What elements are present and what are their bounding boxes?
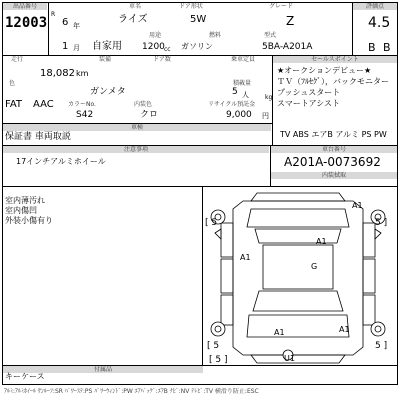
mark-a1-bottom-right: A1	[339, 325, 350, 334]
mark-a1-top: A1	[352, 201, 363, 210]
model-name: ライズ	[118, 14, 148, 25]
tire-tread-spare: [ 5 ]	[209, 355, 228, 365]
label-score: 評価点	[353, 3, 397, 10]
left-front-door	[221, 223, 233, 257]
label-inner-wipe: 内装拭取	[271, 172, 397, 179]
seats: 5	[232, 87, 238, 97]
recycle-unit: 円	[262, 112, 269, 120]
mark-a1-mid: A1	[316, 237, 327, 246]
report-line-1: 室内薄汚れ	[5, 196, 45, 205]
inner-color: クロ	[140, 110, 159, 120]
sales-point-3: プッシュスタート	[277, 88, 341, 97]
r-mark: R	[51, 11, 56, 18]
car-diagram	[203, 187, 397, 365]
right-rear-door	[363, 259, 375, 293]
score-value: 4.5	[368, 15, 391, 31]
col-divider-lot	[48, 2, 49, 55]
border-right	[397, 2, 398, 384]
month-label: 月	[73, 44, 80, 52]
windshield	[255, 229, 341, 243]
footer-legend: ｱﾙﾐ:ｱﾙﾐﾎｲｰﾙ ｻﾝﾙｰﾌ:SR ﾊﾟﾜｰｽﾃ:PS ﾊﾟﾜｰｳｨﾝﾄﾞ:PW ｴｱﾊﾞｯｸﾞ:ｴｱB ﾅﾋﾞ:NV ﾃﾚﾋﾞ:TV 横滑り防止:ESC	[4, 388, 259, 395]
rear-bumper	[251, 355, 345, 363]
hub-rear-left	[215, 326, 221, 332]
recycle-fee: 9,000	[226, 110, 252, 120]
accessories: キーケース	[5, 372, 45, 381]
year-era: 6	[62, 17, 69, 28]
chassis-number: A201A-0073692	[284, 155, 381, 169]
label-notes: 注意事項	[3, 146, 269, 153]
hood	[247, 209, 349, 227]
chassis-model: 5BA-A201A	[262, 42, 313, 52]
color-number: S42	[76, 110, 94, 120]
lot-number: 12003	[5, 15, 48, 31]
right-front-door	[363, 223, 375, 257]
sales-point-4: スマートアシスト	[277, 99, 341, 108]
loading-unit: kg	[265, 94, 273, 101]
exterior-score: B	[383, 41, 391, 54]
rear-hatch	[247, 315, 349, 337]
seats-unit: 人	[242, 91, 249, 99]
rear-glass	[253, 291, 343, 311]
border-left	[2, 2, 3, 384]
report-line-2: 室内傷凹	[5, 206, 37, 215]
equipment-line: TV ABS エアB アルミ PS PW	[280, 130, 387, 139]
displacement: 1200	[142, 42, 165, 52]
color: ガンメタ	[90, 87, 126, 97]
roof	[263, 245, 333, 289]
tire-tread-fl: [ 5	[205, 218, 218, 228]
grade: Z	[286, 14, 295, 28]
hub-rear-right	[375, 326, 381, 332]
sales-point-2: ＴＶ（ﾌﾙｾｸﾞ），バックモニター	[277, 77, 389, 86]
fuel: ガソリン	[181, 42, 213, 51]
label-lot-no: 出品番号	[3, 3, 47, 10]
mileage-unit: km	[76, 69, 89, 78]
aircon: AAC	[33, 99, 54, 110]
label-sales-point: セールスポイント	[273, 56, 397, 63]
usage: 自家用	[92, 41, 122, 52]
left-mirror	[215, 229, 221, 239]
front-bumper	[251, 193, 345, 201]
year-unit: 1	[62, 41, 69, 52]
right-quarter	[363, 295, 375, 325]
shift: FAT	[5, 99, 23, 110]
cc-unit: cc	[164, 46, 171, 53]
interior-score: B	[368, 41, 376, 54]
mileage: 18,082	[40, 68, 75, 79]
mark-a1-bottom-left: A1	[274, 328, 285, 337]
tire-tread-rr: 5 ]	[375, 341, 388, 351]
tire-tread-rl: [ 5	[207, 341, 220, 351]
notes-text: 17インチアルミホイール	[16, 157, 106, 166]
label-accessories: 付属品	[3, 366, 203, 373]
left-rear-door	[221, 259, 233, 293]
year-suffix: 年	[73, 22, 80, 30]
mark-u1: U1	[284, 354, 295, 363]
report-line-3: 外装小傷有り	[5, 216, 53, 225]
left-quarter	[221, 295, 233, 325]
mark-a1-left: A1	[240, 253, 251, 262]
sales-point-1: ★オークションデビュー★	[277, 66, 372, 75]
row-divider-footer	[2, 384, 398, 385]
door-type: 5W	[190, 14, 207, 25]
label-chassis-no: 車台番号	[271, 146, 397, 153]
inspection: 保証書 車両取説	[5, 132, 71, 142]
tire-tread-fr: 5 ]	[375, 218, 388, 228]
label-inspection: 車検	[3, 124, 271, 131]
mark-g: G	[311, 262, 318, 271]
right-mirror	[375, 229, 381, 239]
